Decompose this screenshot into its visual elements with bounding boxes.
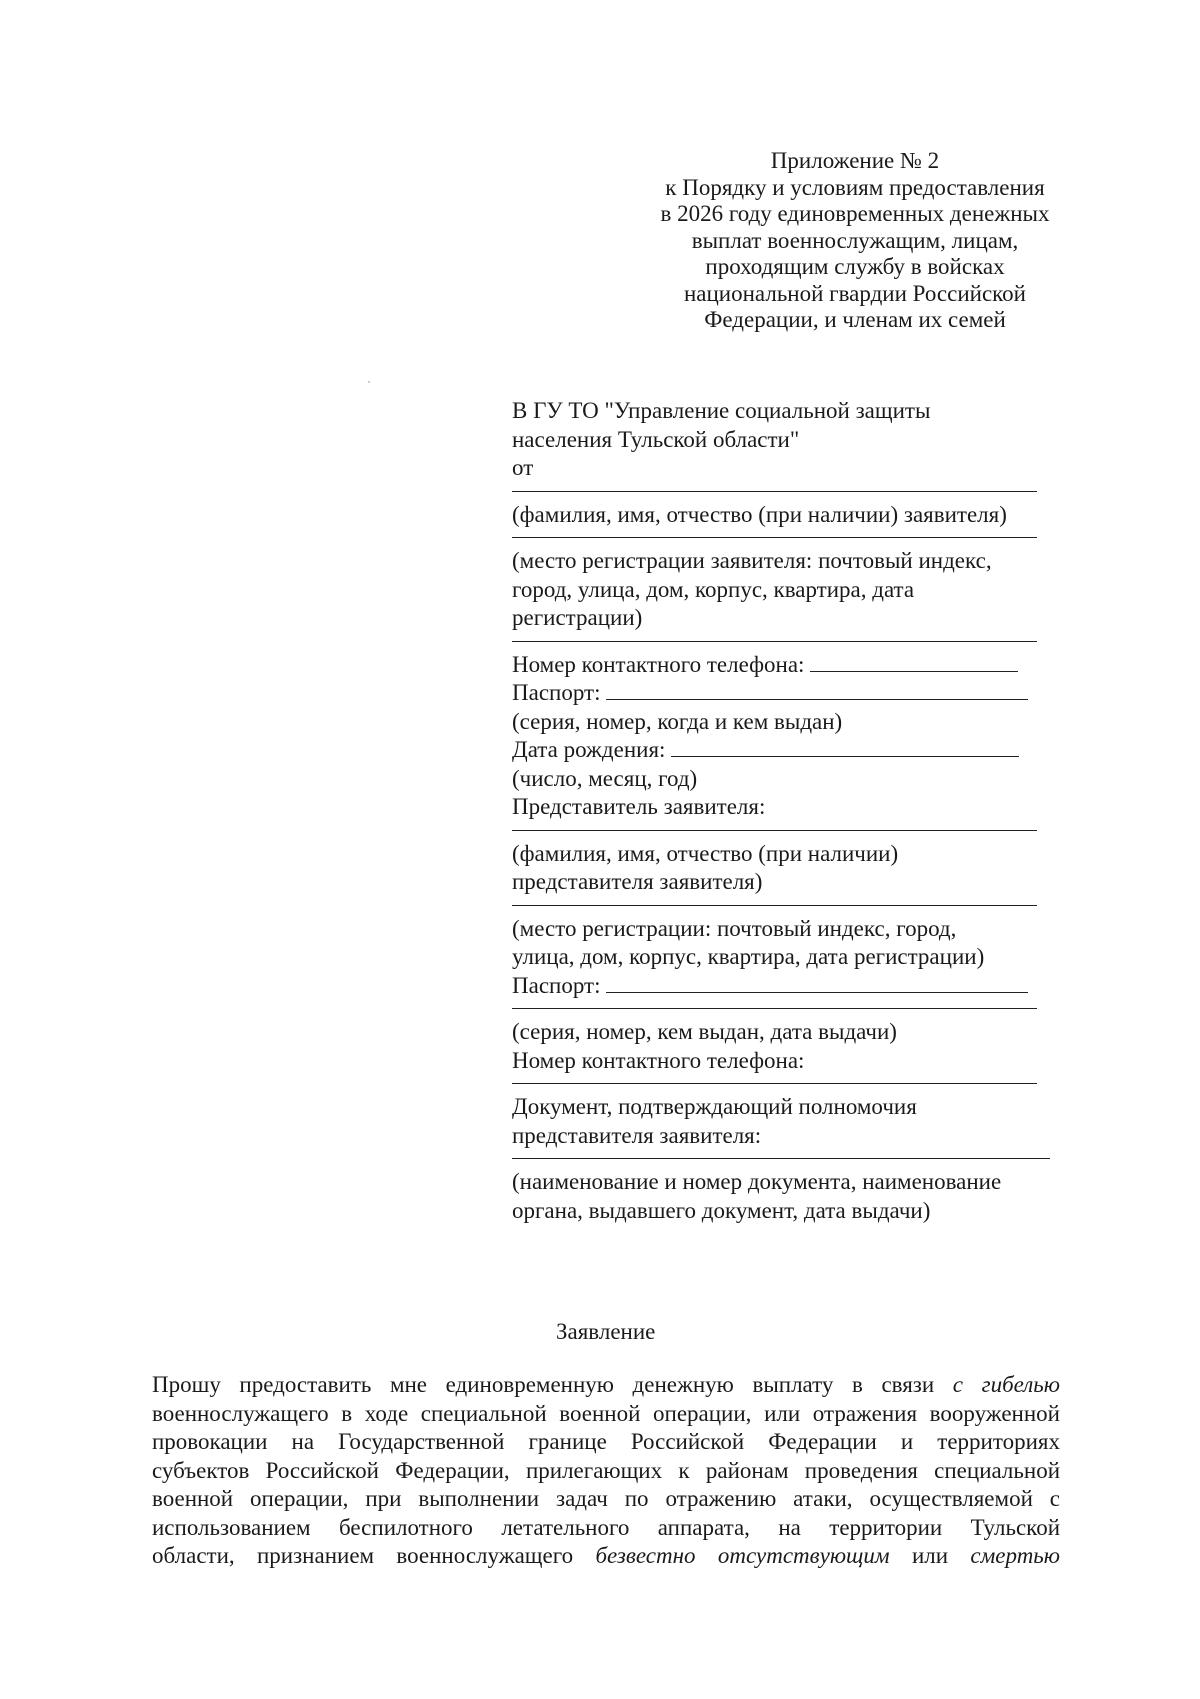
application-fields <box>512 397 1072 1225</box>
applicant-address-hint: (место регистрации заявителя: почтовый индекс, <box>512 548 992 573</box>
applicant-name-hint: (фамилия, имя, отчество (при наличии) заявителя) <box>512 501 1007 527</box>
representative-passport-label: Паспорт: <box>512 972 601 998</box>
applicant-birth-row <box>512 736 1072 765</box>
appendix-line: к Порядку и условиям предоставления <box>665 174 1045 200</box>
from-label: от <box>512 455 534 480</box>
applicant-phone-label: Номер контактного телефона: <box>512 651 805 677</box>
applicant-address-hint: регистрации) <box>512 605 643 630</box>
statement-line: Прошу предоставить мне единовременную денежную выплату в связи с гибелью <box>152 1372 1060 1397</box>
representative-phone-field[interactable] <box>512 1083 1037 1084</box>
authority-label: представителя заявителя: <box>512 1122 762 1148</box>
appendix-header <box>620 148 1090 334</box>
scan-speck <box>368 381 370 383</box>
statement-body <box>152 1371 1060 1571</box>
applicant-passport-row <box>512 679 1072 708</box>
statement-line: субъектов Российской Федерации, прилегающих к районам проведения специальной <box>152 1457 1060 1483</box>
representative-heading: Представитель заявителя: <box>512 794 766 819</box>
representative-address-hint: (место регистрации: почтовый индекс, город, <box>512 915 957 941</box>
applicant-passport-hint: (серия, номер, когда и кем выдан) <box>512 708 843 734</box>
applicant-passport-label: Паспорт: <box>512 680 601 705</box>
representative-passport-hint: (серия, номер, кем выдан, дата выдачи) <box>512 1019 897 1044</box>
applicant-birth-field[interactable] <box>671 738 1019 757</box>
representative-address-field[interactable] <box>512 905 1037 906</box>
statement-line: военной операции, при выполнении задач по отражению атаки, осуществляемой с <box>152 1486 1060 1511</box>
appendix-line: выплат военнослужащим, лицам, <box>691 227 1019 253</box>
statement-title: Заявление <box>556 1319 656 1344</box>
applicant-phone-row <box>512 651 1072 680</box>
representative-phone-label: Номер контактного телефона: <box>512 1047 805 1073</box>
applicant-address-extra-field[interactable] <box>512 641 1037 642</box>
addressee-line: В ГУ ТО "Управление социальной защиты <box>512 398 931 423</box>
applicant-passport-field[interactable] <box>606 681 1028 700</box>
appendix-line: в 2026 году единовременных денежных <box>660 201 1050 226</box>
statement-line: области, признанием военнослужащего безвестно отсутствующим или смертью <box>152 1543 1060 1568</box>
applicant-birth-label: Дата рождения: <box>512 737 666 762</box>
representative-name-hint: (фамилия, имя, отчество (при наличии) <box>512 840 899 866</box>
applicant-address-hint: город, улица, дом, корпус, квартира, дата <box>512 576 915 602</box>
representative-name-hint: представителя заявителя) <box>512 869 763 894</box>
appendix-line: национальной гвардии Российской <box>683 280 1026 306</box>
representative-passport-row <box>512 972 1072 1001</box>
applicant-name-field[interactable] <box>512 491 1037 492</box>
statement-line: военнослужащего в ходе специальной военной операции, или отражения вооруженной <box>152 1400 1060 1426</box>
representative-passport-extra-field[interactable] <box>512 1008 1037 1009</box>
applicant-phone-field[interactable] <box>810 653 1018 672</box>
authority-hint: органа, выдавшего документ, дата выдачи) <box>512 1197 931 1223</box>
applicant-address-field[interactable] <box>512 537 1037 538</box>
statement-line: использованием беспилотного летательного аппарата, на территории Тульской <box>152 1514 1060 1540</box>
authority-label: Документ, подтверждающий полномочия <box>512 1094 917 1119</box>
authority-document-field[interactable] <box>512 1158 1050 1159</box>
representative-name-field[interactable] <box>512 830 1037 831</box>
appendix-line: проходящим службу в войсках <box>705 254 1005 279</box>
appendix-line: Федерации, и членам их семей <box>704 307 1006 332</box>
addressee-line: населения Тульской области" <box>512 426 800 452</box>
statement-line: провокации на Государственной границе Российской Федерации и территориях <box>152 1429 1060 1454</box>
representative-address-hint: улица, дом, корпус, квартира, дата регистрации) <box>512 944 985 969</box>
appendix-line: Приложение № 2 <box>770 148 940 173</box>
applicant-birth-hint: (число, месяц, год) <box>512 765 698 791</box>
authority-hint: (наименование и номер документа, наименование <box>512 1169 1002 1194</box>
representative-passport-field[interactable] <box>606 974 1028 993</box>
